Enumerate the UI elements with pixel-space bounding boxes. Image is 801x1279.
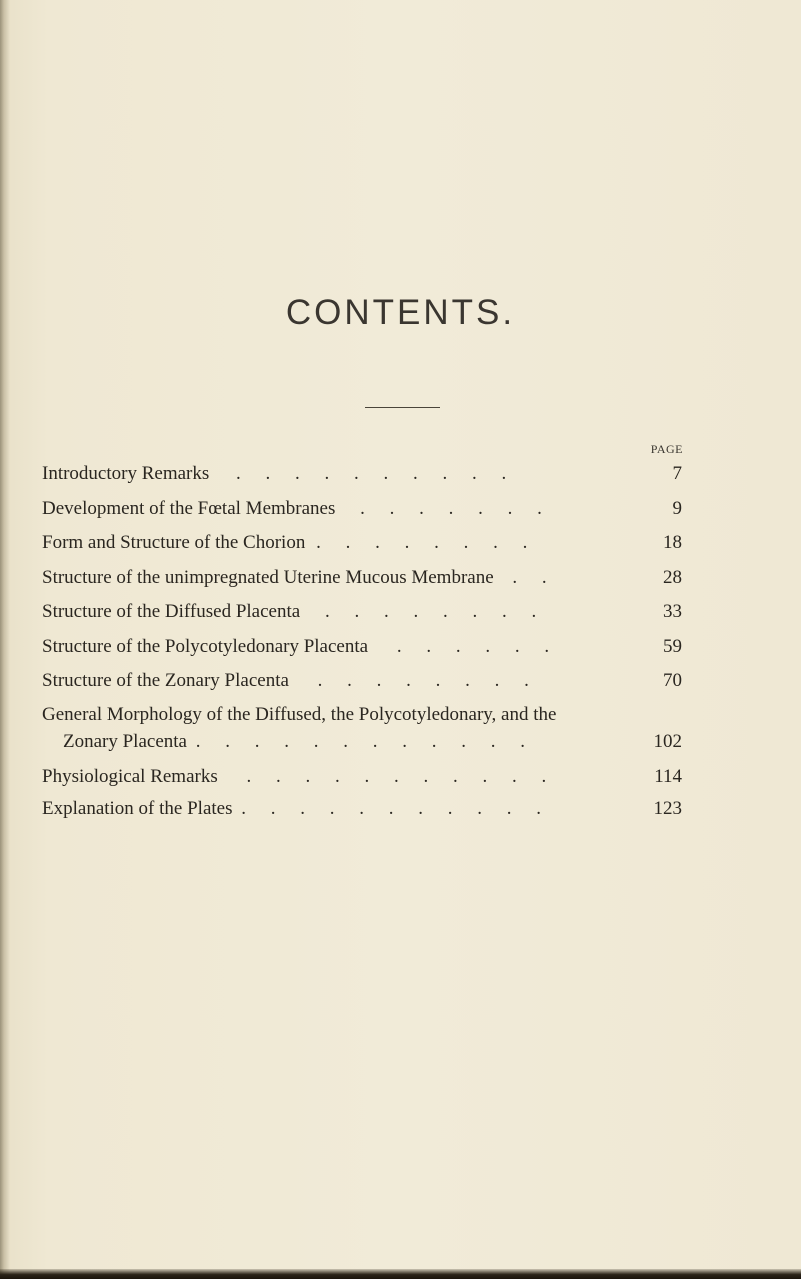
- toc-entry-title: Structure of the unimpregnated Uterine Mucous Membrane: [42, 567, 494, 588]
- toc-leader-dots: . . . . . . . . . .: [236, 463, 517, 484]
- toc-entry: [42, 669, 682, 693]
- toc-entry-title-continuation: Zonary Placenta: [63, 731, 187, 752]
- toc-page-number: 70: [663, 670, 682, 691]
- toc-entry-title: Structure of the Polycotyledonary Placenta: [42, 636, 369, 657]
- toc-page-number: 123: [653, 798, 682, 819]
- toc-leader-dots: . . . . . . . .: [324, 601, 547, 622]
- toc-page-number: 9: [672, 498, 682, 519]
- toc-leader-dots: . . . . . . . .: [316, 532, 538, 553]
- toc-entry: [42, 635, 682, 659]
- page-bottom-edge: [0, 1269, 801, 1279]
- toc-page-number: 33: [663, 601, 682, 622]
- page-column-label: PAGE: [650, 442, 683, 456]
- toc-entry-title: General Morphology of the Diffused, the Polycotyledonary, and the: [42, 704, 557, 725]
- toc-page-number: 102: [653, 731, 682, 752]
- toc-page-number: 59: [663, 636, 682, 657]
- toc-entry: [42, 703, 682, 754]
- toc-entry-title: Physiological Remarks: [42, 766, 218, 787]
- page-title: CONTENTS.: [285, 293, 516, 332]
- toc-entry: [42, 531, 682, 555]
- toc-page-number: 7: [672, 463, 682, 484]
- toc-page-number: 28: [663, 567, 682, 588]
- toc-leader-dots: . . . . . . . . . . . .: [195, 731, 535, 752]
- toc-entry-title: Explanation of the Plates: [42, 798, 233, 819]
- toc-leader-dots: . . . . . . . . . . .: [246, 766, 557, 787]
- toc-entry-title: Development of the Fœtal Membranes: [42, 498, 336, 519]
- toc-leader-dots: . .: [512, 567, 557, 588]
- toc-leader-dots: . . . . . . . .: [317, 670, 539, 691]
- toc-entry-title: Introductory Remarks: [42, 463, 210, 484]
- toc-leader-dots: . . . . . . .: [360, 498, 552, 519]
- toc-leader-dots: . . . . . . . . . . .: [241, 798, 551, 819]
- toc-entry: [42, 462, 682, 486]
- toc-entry-title: Structure of the Diffused Placenta: [42, 601, 301, 622]
- toc-entry: [42, 566, 682, 590]
- toc-entry-title: Form and Structure of the Chorion: [42, 532, 306, 553]
- toc-entry-title: Structure of the Zonary Placenta: [42, 670, 289, 691]
- toc-leader-dots: . . . . . .: [396, 636, 560, 657]
- toc-entry: [42, 600, 682, 624]
- toc-page-number: 114: [654, 766, 682, 787]
- toc-entry: [42, 765, 682, 789]
- toc-entry: [42, 797, 682, 821]
- toc-page-number: 18: [663, 532, 682, 553]
- toc-entry: [42, 497, 682, 521]
